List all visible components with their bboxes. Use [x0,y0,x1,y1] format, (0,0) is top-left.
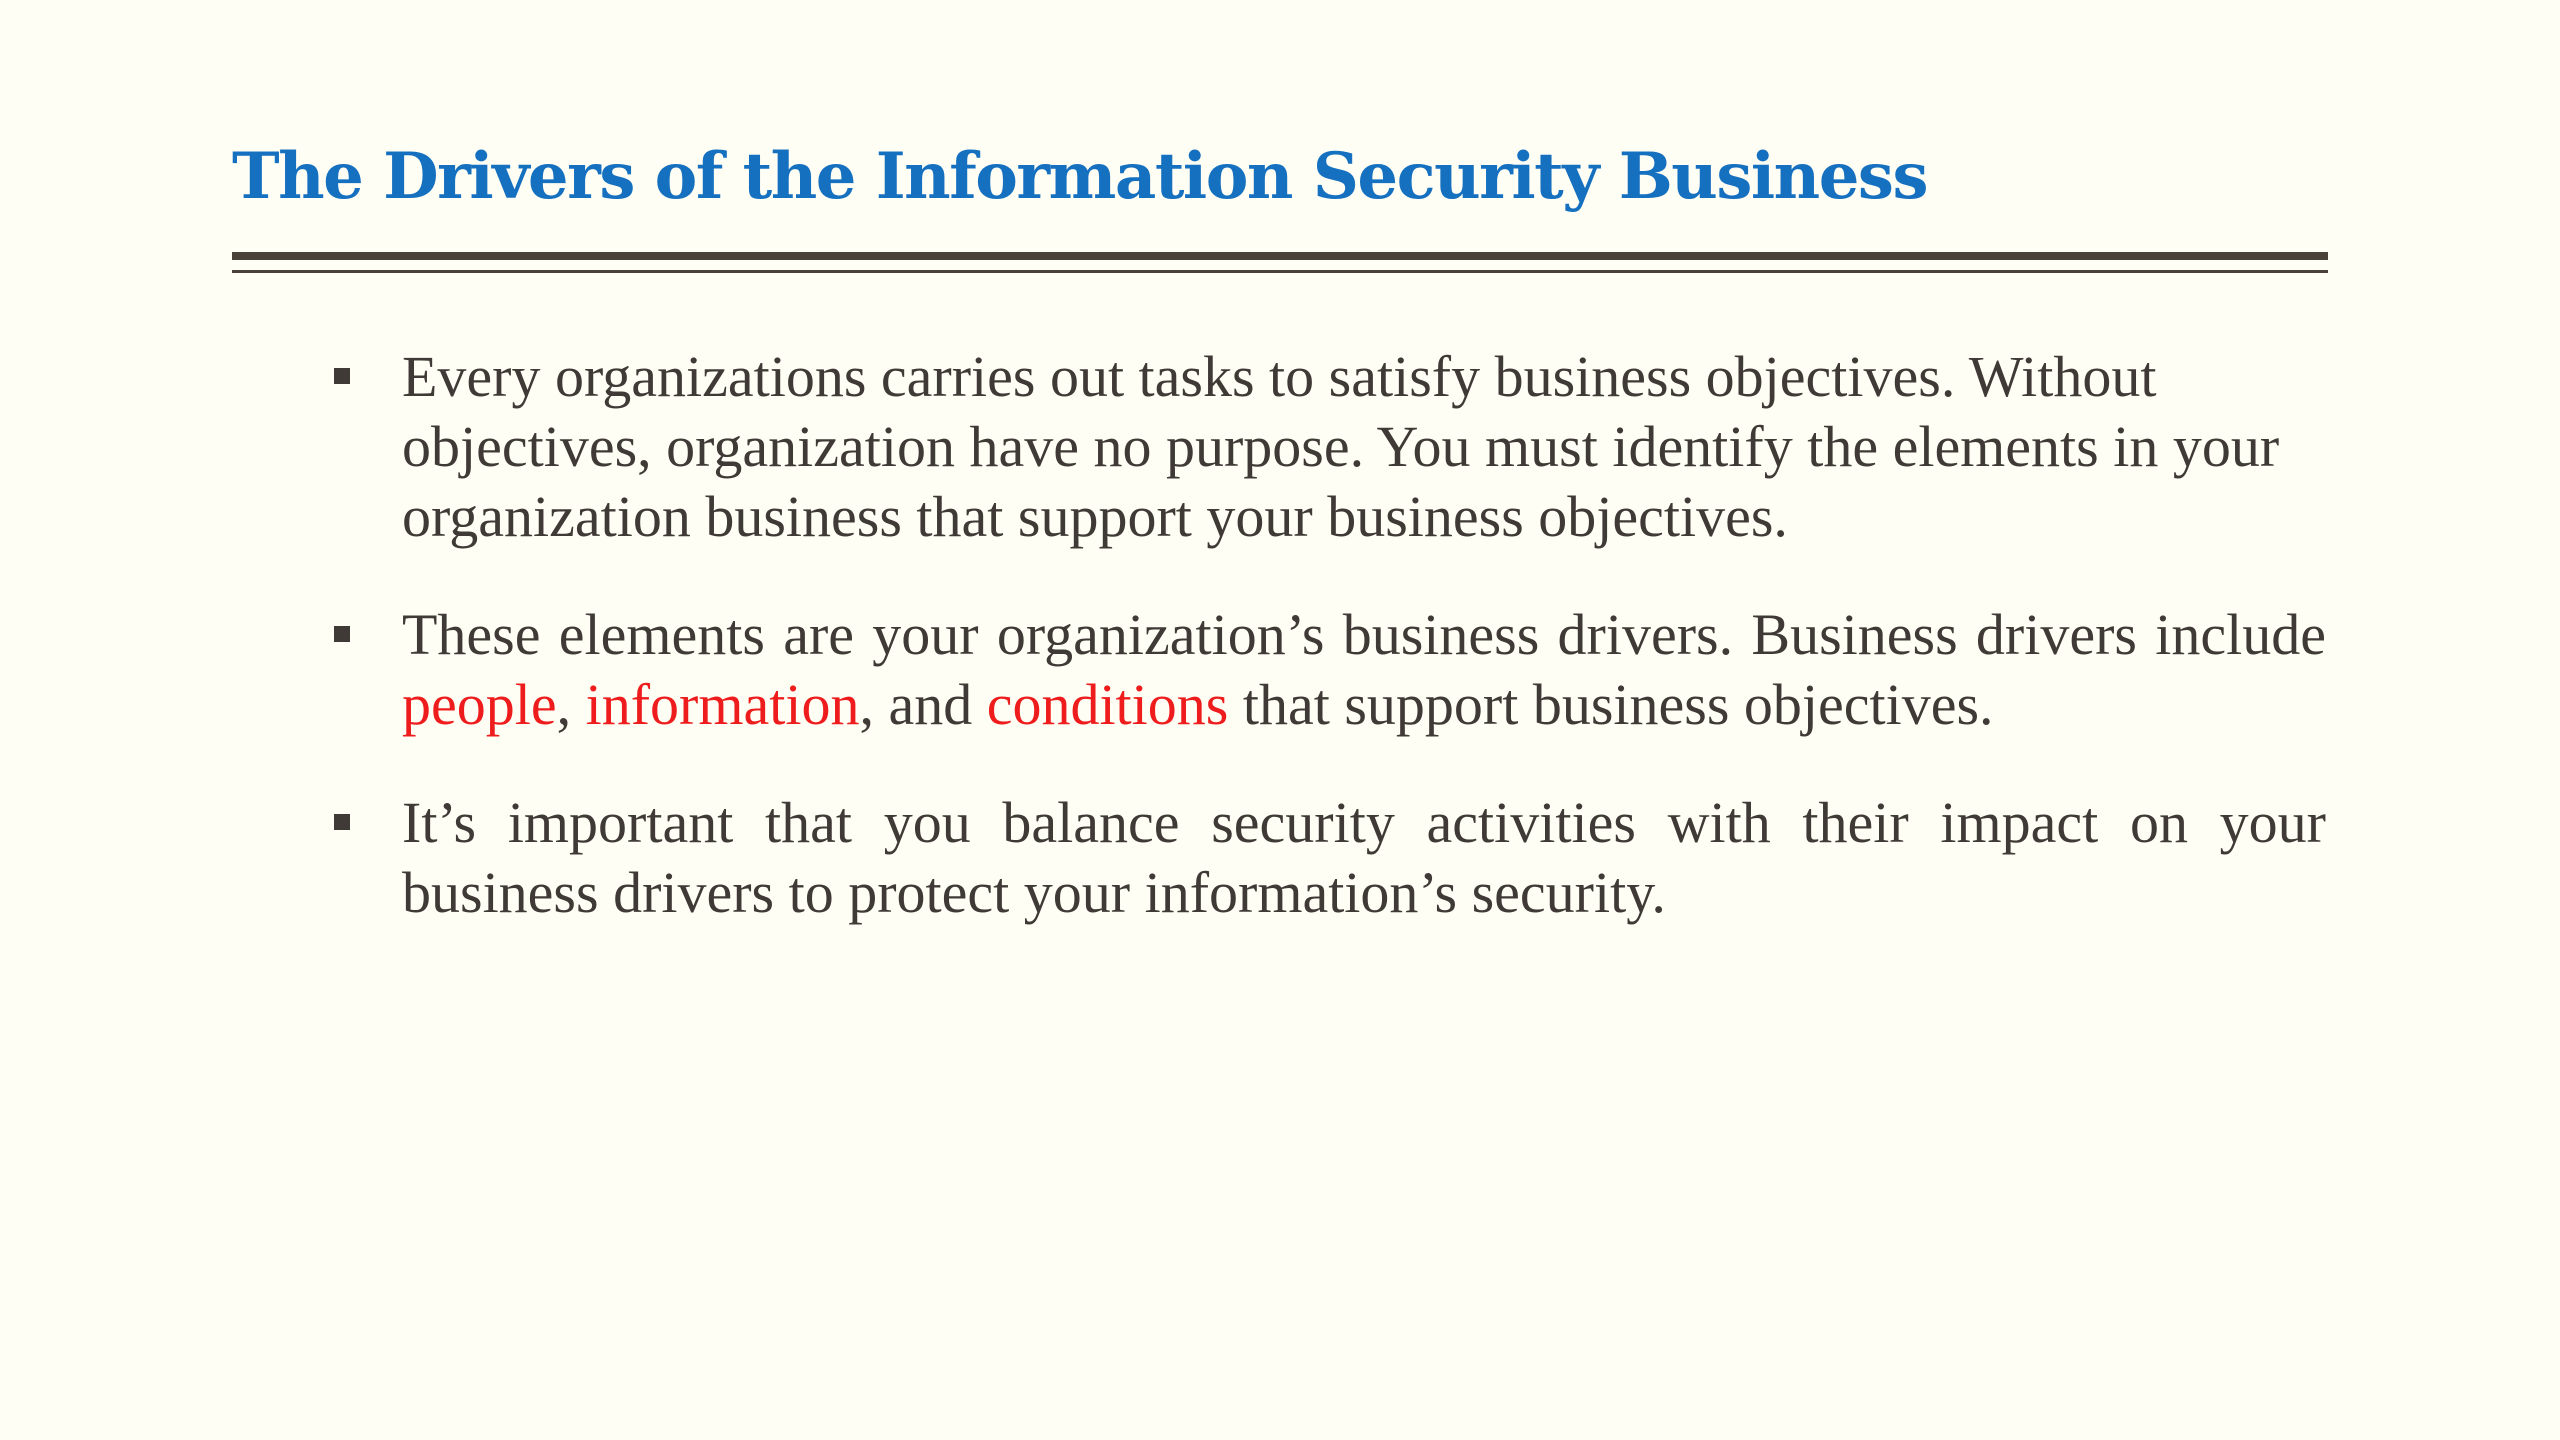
title-divider-thick [232,252,2328,260]
bullet-text-separator: , [556,672,586,737]
bullet-text: It’s important that you balance security activities with their impact on your business drivers to protect your information’s security. [402,790,2326,925]
square-bullet-icon [334,814,350,830]
bullet-list [334,342,2326,976]
bullet-item-drivers [334,600,2326,740]
highlight-conditions: conditions [986,672,1229,737]
bullet-text: Every organizations carries out tasks to satisfy business objectives. Without objectives, organization have no purpose. You must identify the elements in your organization business that support your business objectives. [402,344,2280,549]
title-divider-thin [232,270,2328,273]
bullet-item-objectives [334,342,2326,552]
highlight-people: people [402,672,557,737]
highlight-information: information [585,672,860,737]
square-bullet-icon [334,368,350,384]
bullet-text: These elements are your organization’s business drivers. Business drivers include [402,602,2326,667]
bullet-text: that support business objectives. [1228,672,1994,737]
bullet-text-separator: , and [859,672,987,737]
square-bullet-icon [334,626,350,642]
slide-title: The Drivers of the Information Security Business [232,139,1927,214]
bullet-item-balance [334,788,2326,928]
